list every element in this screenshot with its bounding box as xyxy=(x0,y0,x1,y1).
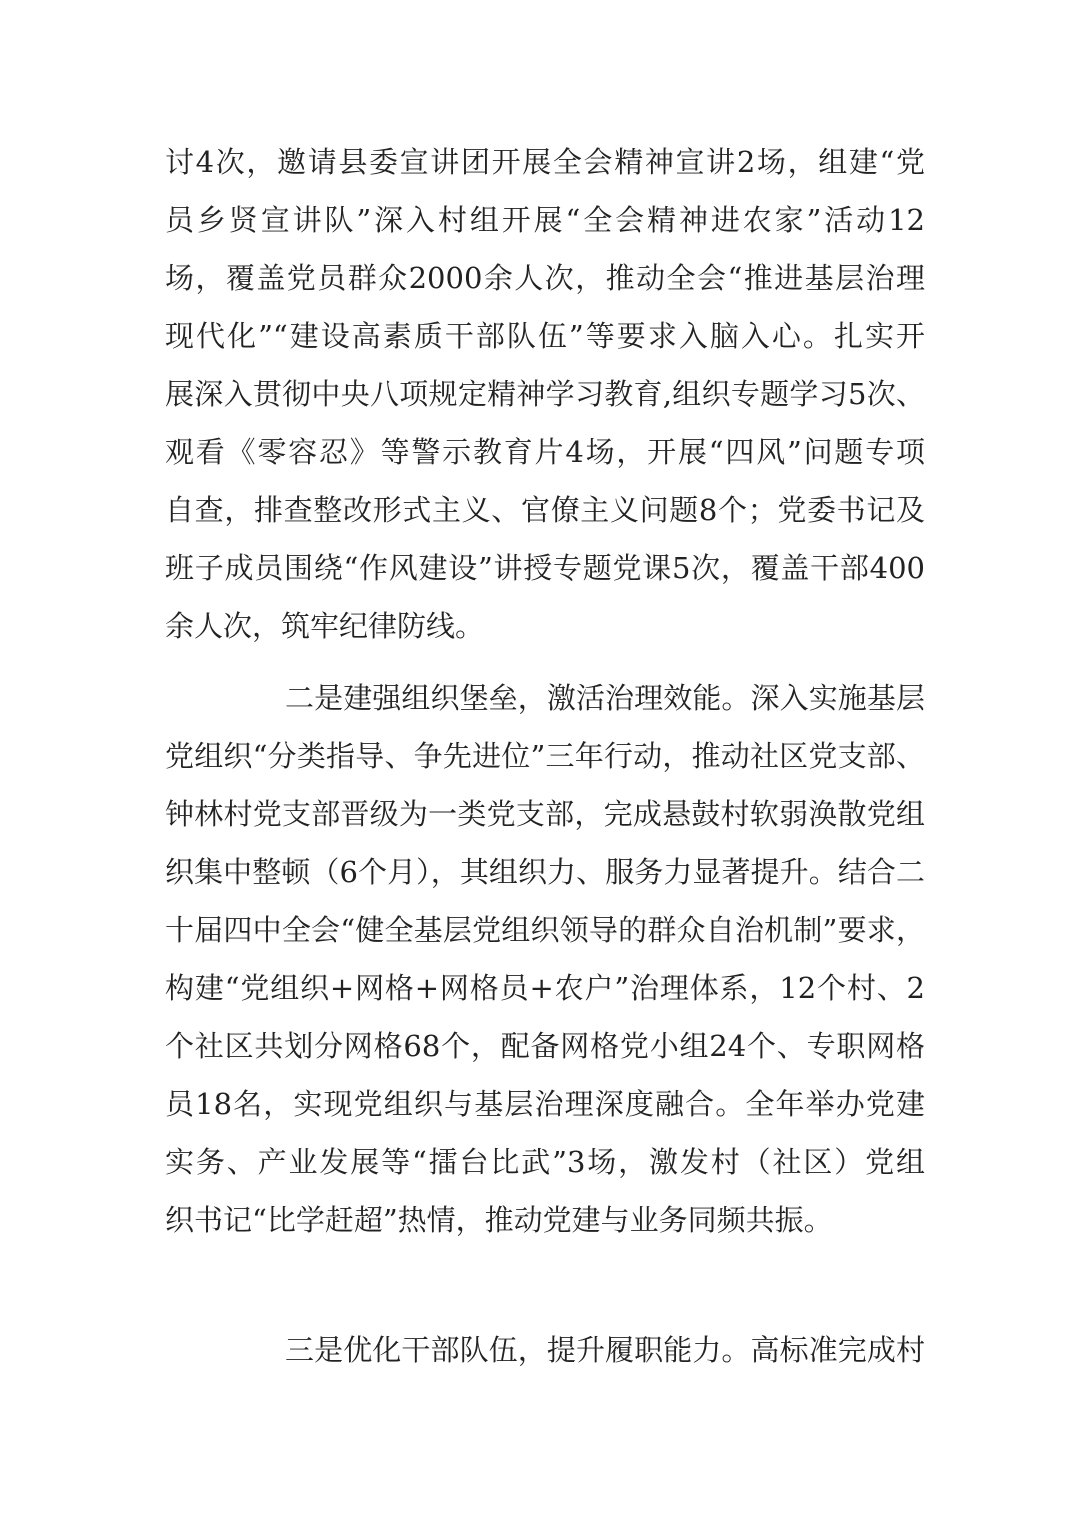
paragraph-line: 织书记“比学赶超”热情，推动党建与业务同频共振。 xyxy=(165,1203,833,1237)
paragraph-line: 讨4次，邀请县委宣讲团开展全会精神宣讲2场，组建“党 xyxy=(165,145,925,179)
paragraph-line: 实务、产业发展等“擂台比武”3场，激发村（社区）党组 xyxy=(165,1145,925,1179)
paragraph-line: 自查，排查整改形式主义、官僚主义问题8个；党委书记及 xyxy=(165,493,925,527)
paragraph-line: 员18名，实现党组织与基层治理深度融合。全年举办党建 xyxy=(165,1087,925,1121)
paragraph-line: 三是优化干部队伍，提升履职能力。高标准完成村 xyxy=(285,1333,925,1367)
paragraph-line: 十届四中全会“健全基层党组织领导的群众自治机制”要求， xyxy=(165,913,925,947)
paragraph-1 xyxy=(165,133,925,655)
paragraph-line: 织集中整顿（6个月），其组织力、服务力显著提升。结合二 xyxy=(165,855,925,889)
paragraph-line: 二是建强组织堡垒，激活治理效能。深入实施基层 xyxy=(285,681,925,715)
paragraph-line: 钟林村党支部晋级为一类党支部，完成悬鼓村软弱涣散党组 xyxy=(165,797,925,831)
paragraph-line: 余人次，筑牢纪律防线。 xyxy=(165,609,485,643)
paragraph-line: 党组织“分类指导、争先进位”三年行动，推动社区党支部、 xyxy=(165,739,925,773)
paragraph-line: 展深入贯彻中央八项规定精神学习教育,组织专题学习5次、 xyxy=(165,377,925,411)
paragraph-line: 现代化”“建设高素质干部队伍”等要求入脑入心。扎实开 xyxy=(165,319,925,353)
paragraph-line: 班子成员围绕“作风建设”讲授专题党课5次，覆盖干部400 xyxy=(165,551,925,585)
paragraph-line: 员乡贤宣讲队”深入村组开展“全会精神进农家”活动12 xyxy=(165,203,925,237)
paragraph-3 xyxy=(165,1321,925,1379)
paragraph-line: 个社区共划分网格68个，配备网格党小组24个、专职网格 xyxy=(165,1029,925,1063)
paragraph-line: 构建“党组织+网格+网格员+农户”治理体系，12个村、2 xyxy=(165,971,925,1005)
paragraph-line: 观看《零容忍》等警示教育片4场，开展“四风”问题专项 xyxy=(165,435,925,469)
paragraph-line: 场，覆盖党员群众2000余人次，推动全会“推进基层治理 xyxy=(165,261,925,295)
paragraph-2 xyxy=(165,669,925,1249)
